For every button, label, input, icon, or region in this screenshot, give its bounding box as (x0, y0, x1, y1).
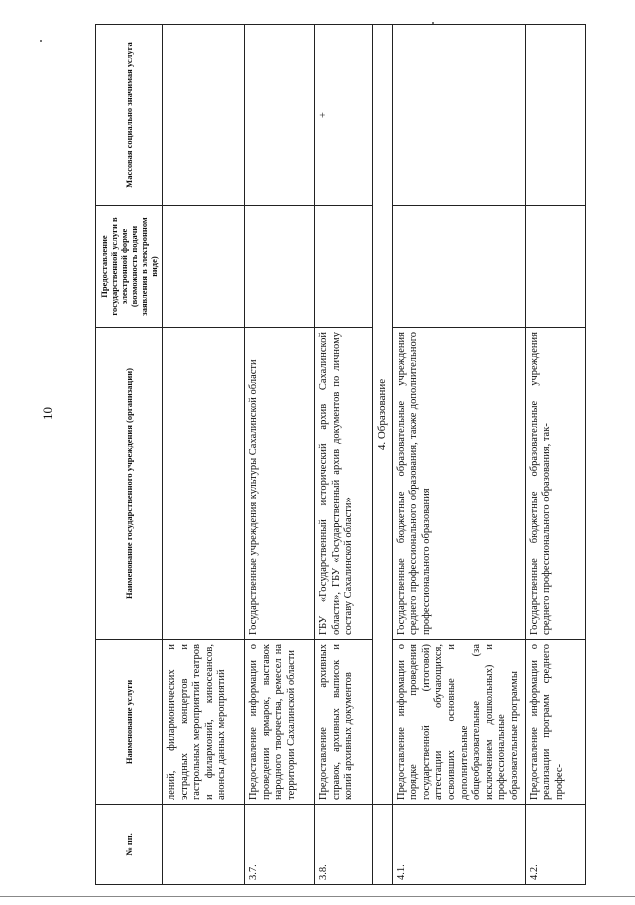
header-number: № пп. (96, 805, 163, 885)
row-mass: + (315, 25, 373, 206)
section-row (373, 25, 393, 885)
scan-speck (432, 22, 434, 24)
rotated-table-container (95, 25, 565, 885)
row-electronic (525, 206, 585, 328)
section-spacer (373, 805, 393, 885)
table-header-row (96, 25, 163, 885)
row-mass (163, 25, 245, 206)
row-mass (525, 25, 585, 206)
row-number: 4.1. (392, 805, 525, 885)
row-electronic (245, 206, 315, 328)
row-mass (392, 25, 525, 206)
row-organization: Государственные бюджетные образовательные учреждения среднего профессионального образования, так- (525, 328, 585, 640)
row-organization: ГБУ «Государственный исторический архив Сахалинской области», ГБУ «Государственный архив документов по личному составу Сахалинской области» (315, 328, 373, 640)
row-electronic (315, 206, 373, 328)
row-number: 3.8. (315, 805, 373, 885)
services-table (95, 24, 586, 885)
row-service: Предоставление архивных справок, архивных выписок и копий архивных документов (315, 640, 373, 805)
table-row (315, 25, 373, 885)
row-electronic (392, 206, 525, 328)
header-electronic-form: Предоставление государственной услуги в электронной форме (возможность подачи заявления в электронном виде) (96, 206, 163, 328)
header-organization: Наименование государственного учреждения (организации) (96, 328, 163, 640)
row-organization: Государственные бюджетные образовательные учреждения среднего профессионального образования, также дополнительного профессионального образования (392, 328, 525, 640)
table-row (525, 25, 585, 885)
row-service: лений, филармонических и эстрадных концертов и гастрольных мероприятий театров и филармоний, киносеансов, анонсы данных мероприятий (163, 640, 245, 805)
scan-edge-line (0, 896, 635, 897)
table-row (245, 25, 315, 885)
row-electronic (163, 206, 245, 328)
scan-speck (40, 40, 42, 42)
row-organization: Государственные учреждения культуры Сахалинской области (245, 328, 315, 640)
table-row (392, 25, 525, 885)
row-number: 3.7. (245, 805, 315, 885)
row-service: Предоставление информации о проведении ярмарок, выставок народного творчества, ремесел на территории Сахалинской области (245, 640, 315, 805)
row-number (163, 805, 245, 885)
row-mass (245, 25, 315, 206)
row-service: Предоставление информации о порядке проведения государственной (итоговой) аттестации обучающихся, освоивших основные и дополнительные общеобразовательные (за исключением дошкольных) и профессиональные образовательные программы (392, 640, 525, 805)
row-number: 4.2. (525, 805, 585, 885)
page-number: 10 (40, 407, 55, 420)
row-service: Предоставление информации о реализации программ среднего профес- (525, 640, 585, 805)
header-service-name: Наименование услуги (96, 640, 163, 805)
table-row (163, 25, 245, 885)
header-mass-service: Массовая социально значимая услуга (96, 25, 163, 206)
row-organization (163, 328, 245, 640)
section-title: 4. Образование (373, 25, 393, 805)
